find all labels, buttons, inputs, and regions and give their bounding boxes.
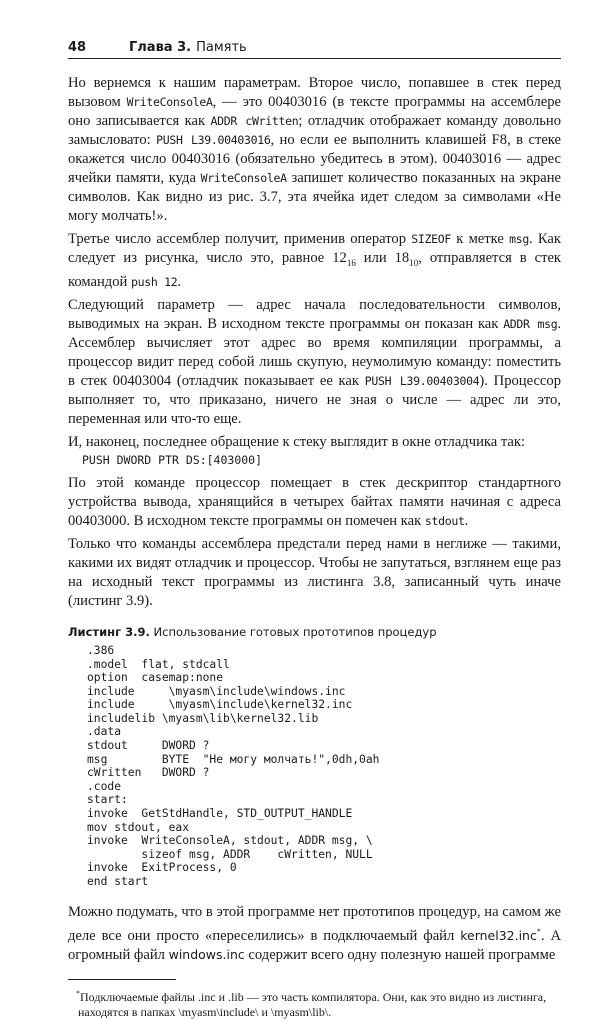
code-line: .model flat, stdcall — [87, 657, 230, 671]
code-line: cWritten DWORD ? — [87, 766, 210, 780]
code-line: .code — [87, 779, 122, 793]
footnote-text: Подключаемые файлы .inc и .lib — это часть компилятора. Они, как это видно из листинга, находятся в папках \myasm\include\ и \myasm\lib\. — [78, 990, 547, 1020]
paragraph — [68, 903, 561, 966]
text: Третье число ассемблер получит, применив оператор — [68, 231, 412, 247]
paragraph — [68, 296, 561, 429]
file-name: kernel32.inc — [460, 927, 537, 943]
text: Только что команды ассемблера предстали перед нами в неглиже — такими, какими их видят отладчик и процессор. Чтобы не запутаться, взглянем еще раз на исходный текст программы из листинга 3.8, записанный чуть иначе (листинг 3.9). — [68, 535, 561, 609]
inline-code: SIZEOF — [411, 232, 451, 246]
code-line: invoke WriteConsoleA, stdout, ADDR msg, \ — [87, 834, 373, 848]
code-line: stdout DWORD ? — [87, 739, 210, 753]
inline-code: PUSH L39.00403004 — [364, 373, 480, 388]
running-header — [68, 40, 561, 59]
inline-code: WriteConsoleA — [200, 171, 287, 185]
code-line: mov stdout, eax — [87, 820, 190, 834]
paragraph — [68, 433, 561, 452]
text: Следующий параметр — адрес начала последовательности символов, выводимых на экран. В исходном тексте программы он показан как — [68, 296, 561, 332]
code-line: include \myasm\include\kernel32.inc — [87, 698, 353, 712]
code-line: end start — [87, 875, 149, 888]
paragraph — [68, 535, 561, 611]
book-page — [68, 40, 561, 1020]
chapter-title: Память — [196, 40, 247, 55]
text: . — [177, 273, 182, 290]
text: . Как следует из рисунка, число это, равное 12 — [68, 231, 561, 266]
paragraph — [68, 230, 561, 292]
code-line: PUSH DWORD PTR DS:[403000] — [82, 452, 263, 467]
text: к метке — [450, 231, 510, 247]
text: содержит всего одну полезную нашей программе — [244, 947, 556, 964]
inline-code: ADDR cWritten — [210, 114, 299, 128]
code-line: include \myasm\include\windows.inc — [87, 684, 346, 698]
paragraph — [68, 74, 561, 226]
code-line: start: — [87, 793, 128, 807]
subscript: 16 — [346, 257, 356, 268]
footnote-divider — [68, 979, 176, 980]
code-listing — [87, 644, 561, 889]
text: ). Процессор выполняет то, что приказано, ничего не зная о числе — адрес ли это, переменная или что-то еще. — [68, 372, 562, 427]
code-line: includelib \myasm\lib\kernel32.lib — [87, 711, 319, 725]
footnote — [68, 986, 561, 1020]
text: , — это 00403016 (в тексте программы на ассемблере оно записывается как — [68, 94, 561, 129]
inline-code: msg — [509, 232, 529, 246]
text: Можно подумать, что в этой программе нет прототипов процедур, на самом же деле все они просто «переселились» в подключаемый файл — [68, 903, 561, 944]
text: . А огромный файл — [68, 927, 561, 964]
listing-title: Использование готовых прототипов процедур — [153, 624, 437, 639]
file-name: windows.inc — [168, 947, 245, 963]
code-line: msg BYTE "Не могу молчать!",0dh,0ah — [87, 752, 380, 766]
inline-code: push 12 — [130, 274, 178, 289]
inline-code: stdout — [424, 513, 465, 528]
inline-code: ADDR msg — [503, 316, 558, 331]
code-line: .data — [87, 725, 122, 739]
code-line: option casemap:none — [87, 671, 224, 685]
paragraph — [68, 474, 561, 531]
footnote-mark: * — [536, 926, 541, 936]
listing-caption — [68, 623, 561, 642]
footnote-mark: * — [76, 989, 80, 999]
text: запишет количество показанных на экране символов. Как видно из рис. 3.7, эта ячейка идет следом за символами «Не могу молчать!». — [68, 170, 561, 224]
page-number: 48 — [68, 40, 87, 55]
code-line: .386 — [87, 643, 115, 657]
subscript: 10 — [409, 257, 419, 268]
code-line: invoke GetStdHandle, STD_OUTPUT_HANDLE — [87, 807, 353, 821]
text: . Ассемблер вычисляет этот адрес во время компиляции программы, а процессор видит перед собой лишь скупую, неумолимую команду: поместить в стек 00403004 (отладчик показывает ее как — [68, 315, 561, 389]
listing-label: Листинг 3.9. — [68, 624, 150, 639]
text: , но если ее выполнить клавишей F8, в стеке окажется число 00403016 (обязательно убедитесь в этом). 00403016 — адрес ячейки памяти, куда — [68, 132, 562, 186]
text: , отправляется в стек командой — [68, 250, 562, 290]
inline-code: WriteConsoleA — [126, 95, 213, 109]
inline-code: PUSH L39.00403016 — [156, 133, 271, 147]
code-line: sizeof msg, ADDR cWritten, NULL — [87, 847, 373, 861]
body-text — [68, 74, 561, 965]
text: Но вернемся к нашим параметрам. Второе число, попавшее в стек перед вызовом — [68, 75, 561, 110]
text: ; отладчик отображает команду довольно замысловато: — [68, 113, 561, 148]
text: И, наконец, последнее обращение к стеку выглядит в окне отладчика так: — [68, 433, 526, 450]
text: . — [464, 512, 469, 529]
chapter-label: Глава 3. — [129, 40, 192, 55]
text: По этой команде процессор помещает в стек дескриптор стандартного устройства вывода, хранящийся в четырех байтах памяти начиная с адреса 00403000. В исходном тексте программы он помечен как — [68, 474, 561, 529]
code-line: invoke ExitProcess, 0 — [87, 861, 237, 875]
text: или 18 — [355, 250, 410, 266]
